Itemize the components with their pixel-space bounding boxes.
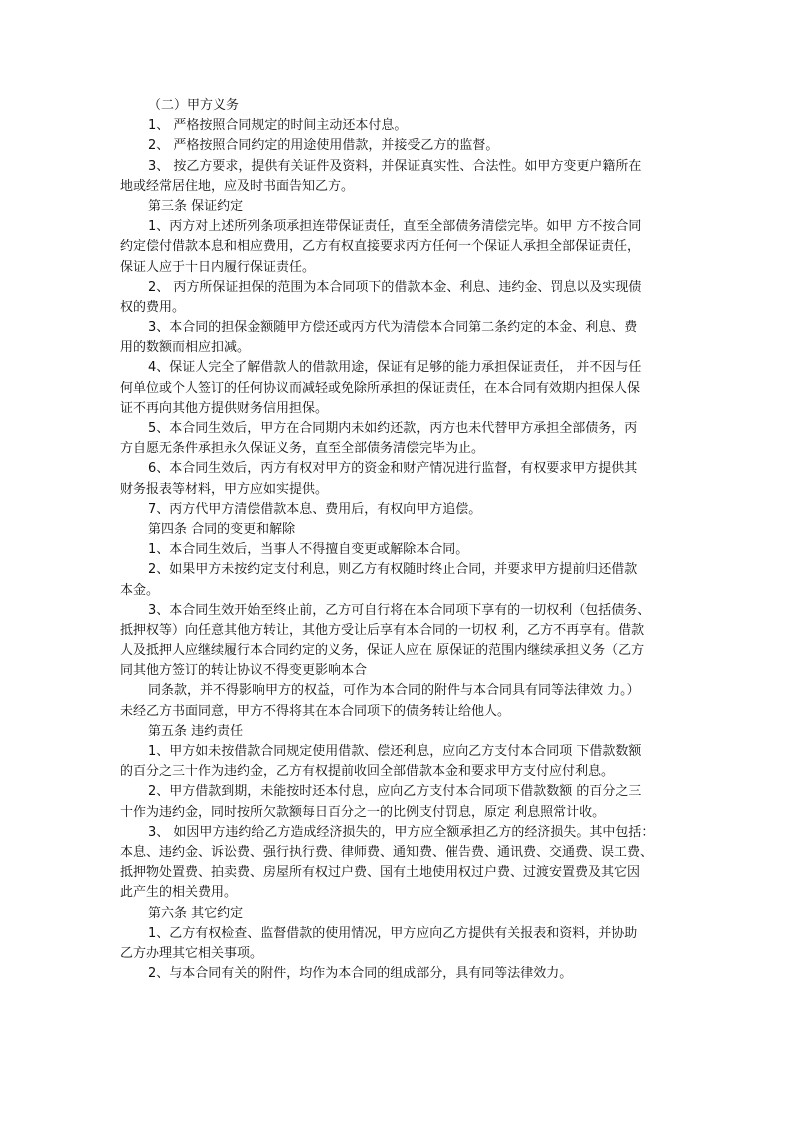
document-line: 4、保证人完全了解借款人的借款用途，保证有足够的能力承担保证责任， 并不因与任 (148, 360, 642, 376)
document-line: 十作为违约金，同时按所欠款额每日百分之一的比例支付罚息，原定 利息照常计收。 (120, 804, 606, 820)
document-line: 此产生的相关费用。 (120, 885, 238, 901)
document-line: 本息、违约金、诉讼费、强行执行费、律师费、通知费、催告费、通讯费、交通费、误工费、 (120, 844, 654, 860)
document-line: 5、本合同生效后，甲方在合同期内未如约还款，丙方也未代替甲方承担全部债务，丙 (148, 421, 638, 436)
document-line: 乙方办理其它相关事项。 (120, 945, 264, 961)
document-line: 1、乙方有权检查、监督借款的使用情况，甲方应向乙方提供有关报表和资料，并协助 (148, 925, 638, 941)
document-line: 2、 丙方所保证担保的范围为本合同项下的借款本金、利息、违约金、罚息以及实现债 (148, 279, 642, 295)
document-line: 1、本合同生效后，当事人不得擅自变更或解除本合同。 (148, 542, 469, 558)
document-line: 第六条 其它约定 (148, 905, 244, 921)
document-line: 1、甲方如未按借款合同规定使用借款、偿还利息，应向乙方支付本合同项 下借款数额 (148, 744, 642, 759)
document-line: 第四条 合同的变更和解除 (148, 521, 296, 537)
document-line: 何单位或个人签订的任何协议而减轻或免除所承担的保证责任，在本合同有效期内担保人保 (120, 380, 641, 396)
document-line: 6、本合同生效后，丙方有权对甲方的资金和财产情况进行监督，有权要求甲方提供其 (148, 461, 638, 477)
document-line: 1、丙方对上述所列条项承担连带保证责任，直至全部债务清偿完毕。如甲 方不按合同 (148, 219, 642, 235)
document-line: 3、 如因甲方违约给乙方造成经济损失的，甲方应全额承担乙方的经济损失。其中包括： (148, 824, 655, 840)
document-line: 同其他方签订的转让协议不得变更影响本合 (120, 663, 368, 679)
document-line: 3、本合同的担保金额随甲方偿还或丙方代为清偿本合同第二条约定的本金、利息、费 (148, 320, 638, 336)
document-line: 同条款，并不得影响甲方的权益，可作为本合同的附件与本合同具有同等法律效 力。） (148, 683, 640, 699)
document-line: 抵押物处置费、拍卖费、房屋所有权过户费、国有土地使用权过户费、过渡安置费及其它因 (120, 865, 641, 881)
document-line: 1、 严格按照合同规定的时间主动还本付息。 (148, 118, 408, 134)
document-line: 2、 严格按照合同约定的用途使用借款，并接受乙方的监督。 (148, 138, 499, 154)
document-line: 证不再向其他方提供财务信用担保。 (120, 400, 329, 416)
document-line: 未经乙方书面同意，甲方不得将其在本合同项下的债务转让给他人。 (120, 703, 511, 719)
document-line: 2、甲方借款到期，未能按时还本付息，应向乙方支付本合同项下借款数额 的百分之三 (148, 784, 642, 800)
document-line: 3、 按乙方要求，提供有关证件及资料，并保证真实性、合法性。如甲方变更户籍所在 (148, 158, 642, 174)
document-line: 3、本合同生效开始至终止前，乙方可自行将在本合同项下享有的一切权利（包括债务、 (148, 602, 651, 618)
document-line: 2、与本合同有关的附件，均作为本合同的组成部分，具有同等法律效力。 (148, 966, 573, 982)
document-line: 约定偿付借款本息和相应费用，乙方有权直接要求丙方任何一个保证人承担全部保证责任， (120, 239, 641, 255)
document-line: 抵押权等）向任意其他方转让，其他方受让后享有本合同的一切权 利，乙方不再享有。借款 (120, 622, 645, 638)
document-line: （二）甲方义务 (148, 98, 240, 113)
document-line: 地或经常居住地，应及时书面告知乙方。 (120, 178, 355, 194)
document-line: 用的数额而相应扣减。 (120, 340, 251, 356)
document-line: 2、如果甲方未按约定支付利息，则乙方有权随时终止合同，并要求甲方提前归还借款 (148, 562, 638, 578)
document-line: 保证人应于十日内履行保证责任。 (120, 259, 316, 275)
document-line: 方自愿无条件承担永久保证义务，直至全部债务清偿完毕为止。 (120, 441, 485, 457)
document-line: 财务报表等材料，甲方应如实提供。 (120, 481, 329, 497)
contract-document-body (120, 96, 688, 984)
document-line: 7、丙方代甲方清偿借款本息、费用后，有权向甲方追偿。 (148, 501, 482, 517)
document-line: 本金。 (120, 582, 160, 598)
document-line: 权的费用。 (120, 299, 186, 315)
document-line: 第五条 违约责任 (148, 723, 244, 739)
document-line: 人及抵押人应继续履行本合同约定的义务，保证人应在 原保证的范围内继续承担义务（乙方 (120, 643, 645, 659)
document-line: 的百分之三十作为违约金，乙方有权提前收回全部借款本金和要求甲方支付应付利息。 (120, 764, 615, 780)
document-line: 第三条 保证约定 (148, 198, 244, 214)
